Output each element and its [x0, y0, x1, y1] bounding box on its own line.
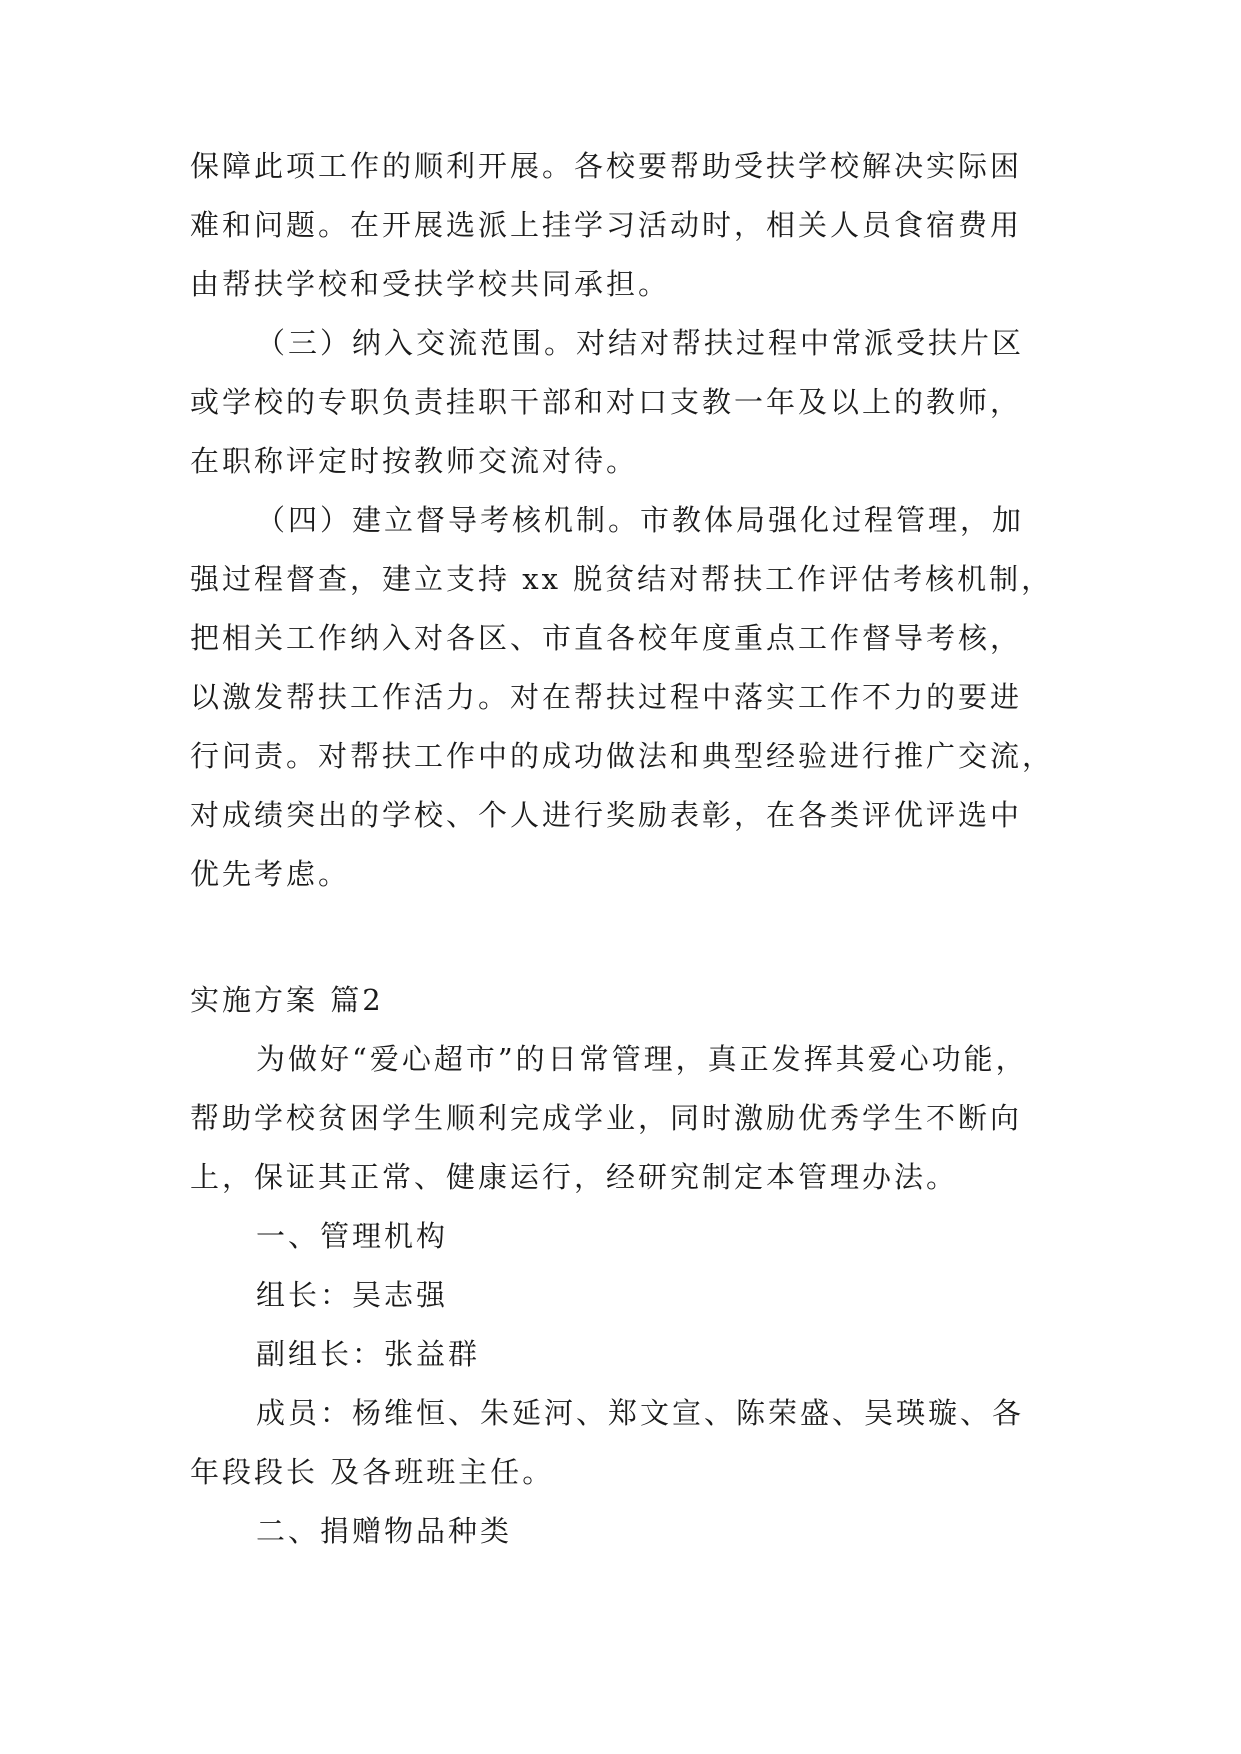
paragraph-line: 二、捐赠物品种类: [256, 1514, 513, 1548]
paragraph-line: 或学校的专职负责挂职干部和对口支教一年及以上的教师，: [190, 385, 1023, 419]
paragraph-line: 成员：杨维恒、朱延河、郑文宣、陈荣盛、吴瑛璇、各: [256, 1396, 1025, 1430]
paragraph-line: 副组长：张益群: [256, 1337, 481, 1371]
paragraph-line: 以激发帮扶工作活力。对在帮扶过程中落实工作不力的要进: [190, 680, 1023, 714]
paragraph-line: （三）纳入交流范围。对结对帮扶过程中常派受扶片区: [256, 326, 1025, 360]
paragraph-line: 帮助学校贫困学生顺利完成学业，同时激励优秀学生不断向: [190, 1101, 1023, 1135]
paragraph-line: 组长：吴志强: [256, 1278, 449, 1312]
paragraph-line: 保障此项工作的顺利开展。各校要帮助受扶学校解决实际困: [190, 149, 1023, 183]
paragraph-line: 对成绩突出的学校、个人进行奖励表彰，在各类评优评选中: [190, 798, 1023, 832]
paragraph-line: 在职称评定时按教师交流对待。: [190, 444, 639, 478]
body-text-part-1: [190, 137, 1070, 904]
paragraph-line: 难和问题。在开展选派上挂学习活动时，相关人员食宿费用: [190, 208, 1023, 242]
section-title: 实施方案 篇2: [190, 983, 384, 1017]
body-text-part-2: [190, 971, 1070, 1561]
paragraph-line: 行问责。对帮扶工作中的成功做法和典型经验进行推广交流，: [190, 739, 1055, 773]
paragraph-line: 为做好“爱心超市”的日常管理，真正发挥其爱心功能，: [256, 1042, 1028, 1076]
paragraph-line: 年段段长 及各班班主任。: [190, 1455, 555, 1489]
paragraph-line: 上，保证其正常、健康运行，经研究制定本管理办法。: [190, 1160, 959, 1194]
paragraph-line: （四）建立督导考核机制。市教体局强化过程管理，加: [256, 503, 1025, 537]
paragraph-line: 把相关工作纳入对各区、市直各校年度重点工作督导考核，: [190, 621, 1023, 655]
paragraph-line: 一、管理机构: [256, 1219, 449, 1253]
paragraph-line: 强过程督查，建立支持 xx 脱贫结对帮扶工作评估考核机制，: [190, 562, 1054, 596]
paragraph-line: 由帮扶学校和受扶学校共同承担。: [190, 267, 671, 301]
paragraph-line: 优先考虑。: [190, 857, 351, 891]
